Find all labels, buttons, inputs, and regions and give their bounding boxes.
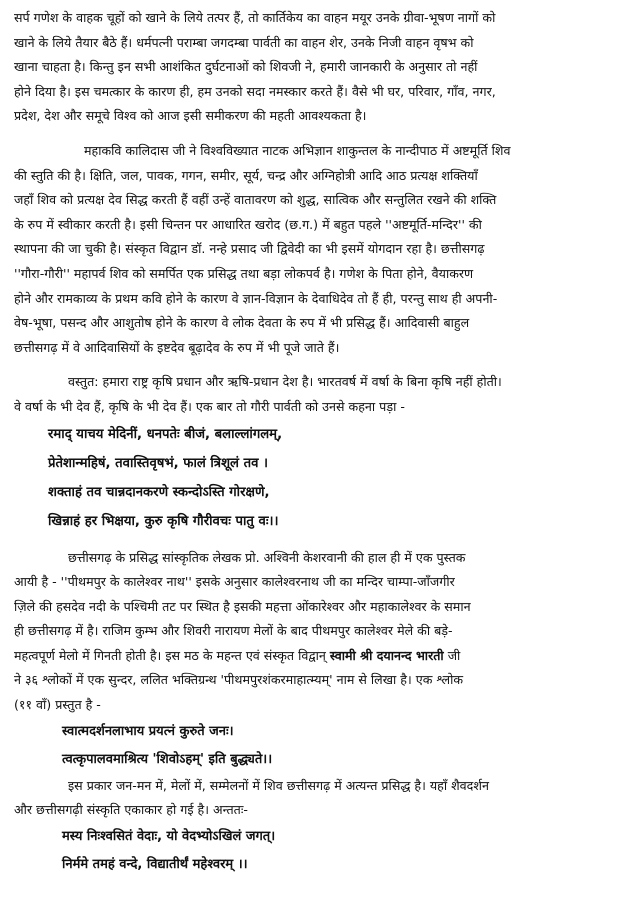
text-line: के रुप में स्वीकार करती है। इसी चिन्तन पर आधारित खरोद (छ.ग.) में बहुत पहले ''अष्टमूर्ति-मन्दिर'' की: [14, 216, 482, 232]
text-line: जहाँ शिव को प्रत्यक्ष देव सिद्ध करती हैं वहीं उन्हें वातावरण को शुद्ध, सात्विक और सन्तुलित रखने की शक्ति: [14, 192, 497, 208]
sanskrit-verse-1: [48, 420, 607, 536]
text-line: ने ३६ श्लोकों में एक सुन्दर, ललित भक्तिग्रन्थ 'पीथमपुरशंकरमाहात्म्यम्' नाम से लिखा है। एक श्लोक: [14, 672, 464, 688]
text-segment: जी: [447, 647, 461, 663]
text-line: ''गौरा-गौरी'' महापर्व शिव को समर्पित एक प्रसिद्ध तथा बड़ा लोकपर्व है। गणेश के पिता होने, वैयाकरण: [14, 265, 474, 281]
text-line: होने दिया है। इस चमत्कार के कारण ही, हम उनको सदा नमस्कार करते हैं। वैसे भी घर, परिवार, गाँव, नगर,: [14, 83, 496, 99]
paragraph-5: [14, 774, 607, 823]
text-line: और छत्तीसगढ़ी संस्कृति एकाकार हो गई है। अन्ततः-: [14, 802, 248, 818]
text-segment: महत्वपूर्ण मेलो में गिनती होती है। इस मठ के महन्त एवं संस्कृत विद्वान्: [14, 647, 326, 663]
sanskrit-verse-3: [62, 823, 607, 879]
text-line: महाकवि कालिदास जी ने विश्वविख्यात नाटक अभिज्ञान शाकुन्तल के नान्दीपाठ में अष्टमूर्ति शिव: [84, 142, 511, 158]
text-line: खाना चाहता है। किन्तु इन सभी आशंकित दुर्घटनाओं को शिवजी ने, हमारी जानकारी के अनुसार तो नहीं: [14, 59, 478, 75]
verse-line: स्वात्मदर्शनलाभाय प्रयत्नं कुरुते जनः।: [62, 723, 234, 739]
text-line: खाने के लिये तैयार बैठे हैं। धर्मपत्नी पराम्बा जगदम्बा पार्वती का वाहन शेर, उनके निजी वाहन वृषभ को: [14, 34, 474, 50]
text-line: स्थापना की जा चुकी है। संस्कृत विद्वान डॉ. नन्हे प्रसाद जी द्विवेदी का भी इसमें योगदान रहा है। छत्तीसगढ़: [14, 241, 485, 257]
verse-line: त्वत्कृपालवमाश्रित्य 'शिवोऽहम्' इति बुद्ध्यते।।: [62, 751, 273, 767]
paragraph-3: [14, 370, 607, 419]
paragraph-2: [14, 139, 607, 360]
sanskrit-verse-2: [62, 718, 607, 774]
text-line: छत्तीसगढ़ में वे आदिवासियों के इष्टदेव बूढ़ादेव के रुप में भी पूजे जाते हैं।: [14, 339, 340, 355]
text-line: इस प्रकार जन-मन में, मेलों में, सम्मेलनों में शिव छत्तीसगढ़ में अत्यन्त प्रसिद्ध है। यहाँ शैवदर्शन: [68, 777, 489, 793]
author-name: स्वामी श्री दयानन्द भारती: [329, 647, 444, 663]
text-line: [14, 644, 607, 669]
text-line: की स्तुति की है। क्षिति, जल, पावक, गगन, समीर, सूर्य, चन्द्र और अग्निहोत्री आदि आठ प्रत्यक्ष शक्तियाँ: [14, 167, 478, 183]
text-line: सर्प गणेश के वाहक चूहों को खाने के लिये तत्पर हैं, तो कार्तिकेय का वाहन मयूर उनके ग्रीवा-भूषण नागों को: [14, 10, 496, 25]
verse-line: मस्य निःश्वसितं वेदाः, यो वेदभ्योऽखिलं जगत्।: [62, 828, 276, 844]
verse-line: निर्ममे तमहं वन्दे, विद्यातीर्थं महेश्वरम् ।।: [62, 856, 248, 872]
text-line: (११ वाँ) प्रस्तुत है -: [14, 697, 101, 713]
verse-line: खिन्नाहं हर भिक्षया, कुरु कृषि गौरीवचः पातु वः।।: [48, 513, 279, 529]
text-line: वेष-भूषा, पसन्द और आशुतोष होने के कारण वे लोक देवता के रुप में भी प्रसिद्ध हैं। आदिवासी बाहुल: [14, 315, 470, 331]
text-line: वस्तुत: हमारा राष्ट्र कृषि प्रधान और ऋषि-प्रधान देश है। भारतवर्ष में वर्षा के बिना कृषि नहीं होती।: [68, 374, 502, 390]
text-line: आयी है - ''पीथमपुर के कालेश्वर नाथ'' इसके अनुसार कालेश्वरनाथ जी का मन्दिर चाम्पा-जाँजगीर: [14, 574, 455, 590]
text-line: वे वर्षा के भी देव हैं, कृषि के भी देव हैं। एक बार तो गौरी पार्वती को उनसे कहना पड़ा -: [14, 398, 405, 414]
text-line: प्रदेश, देश और समूचे विश्व को आज इसी समीकरण की महती आवश्यकता है।: [14, 108, 367, 124]
text-line: छत्तीसगढ़ के प्रसिद्ध सांस्कृतिक लेखक प्रो. अश्विनी केशरवानी की हाल ही में एक पुस्तक: [68, 549, 466, 565]
verse-line: शक्ताहं तव चान्नदानकरणे स्कन्दोऽस्ति गोरक्षणे,: [48, 484, 270, 500]
verse-line: प्रेतेशान्महिषं, तवास्तिवृषभं, फालं त्रिशूलं तव ।: [48, 455, 269, 471]
text-line: ज़िले की हसदेव नदी के पश्चिमी तट पर स्थित है इसकी महत्ता ओंकारेश्वर और महाकालेश्वर के समान: [14, 598, 471, 614]
text-line: होने और रामकाव्य के प्रथम कवि होने के कारण वे ज्ञान-विज्ञान के देवाधिदेव तो हैं ही, परन्तु साथ ही अपनी-: [14, 290, 498, 306]
paragraph-4: [14, 546, 607, 718]
verse-line: रमाद् याचय मेदिनीं, धनपतेः बीजं, बलाल्लांगलम्,: [48, 426, 283, 442]
paragraph-1: [14, 6, 607, 129]
text-line: ही छत्तीसगढ़ में है। राजिम कुम्भ और शिवरी नारायण मेलों के बाद पीथमपुर कालेश्वर मेले की बड़े-: [14, 623, 453, 639]
